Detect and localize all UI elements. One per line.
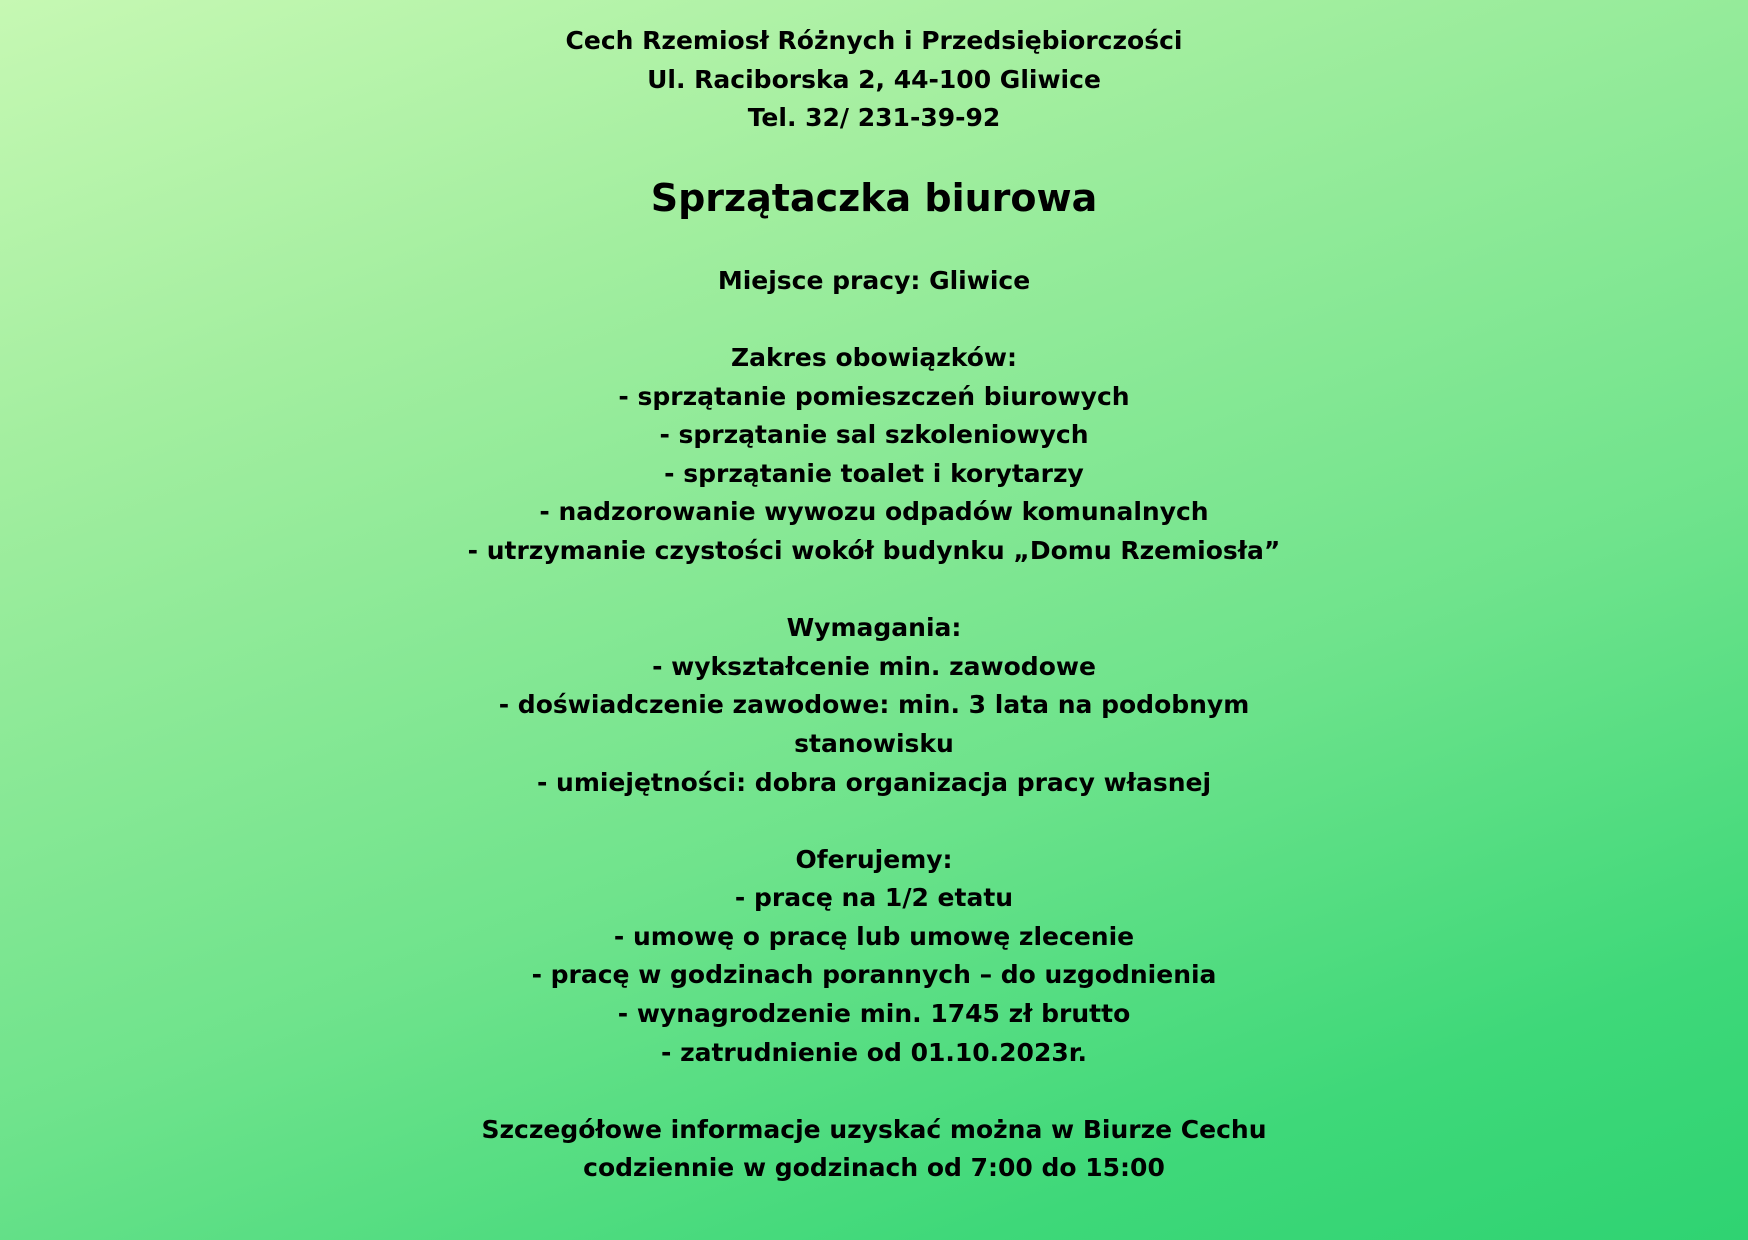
offer-item: - wynagrodzenie min. 1745 zł brutto: [617, 999, 1131, 1029]
organization-header: [0, 22, 1748, 138]
section-spacer: [0, 571, 1748, 610]
section-spacer: [0, 300, 1748, 339]
duty-item: - sprzątanie toalet i korytarzy: [664, 458, 1084, 488]
requirement-item: stanowisku: [794, 728, 954, 758]
contact-hours-line: codziennie w godzinach od 7:00 do 15:00: [583, 1153, 1165, 1183]
offer-section: [0, 841, 1748, 1073]
duty-item: - sprzątanie sal szkoleniowych: [659, 420, 1089, 450]
offer-item: - pracę na 1/2 etatu: [734, 883, 1014, 913]
workplace-line: Miejsce pracy: Gliwice: [717, 265, 1031, 295]
requirements-heading: Wymagania:: [786, 613, 962, 643]
duty-item: - sprzątanie pomieszczeń biurowych: [618, 381, 1130, 411]
duties-heading: Zakres obowiązków:: [730, 342, 1018, 372]
contact-footer: [0, 1111, 1748, 1188]
section-spacer: [0, 1072, 1748, 1111]
duty-item: - utrzymanie czystości wokół budynku „Domu Rzemiosła”: [467, 535, 1281, 565]
organization-phone: Tel. 32/ 231-39-92: [747, 103, 1001, 133]
job-title: Sprzątaczka biurowa: [650, 175, 1098, 220]
organization-name: Cech Rzemiosł Różnych i Przedsiębiorczości: [565, 26, 1183, 55]
offer-item: - umowę o pracę lub umowę zlecenie: [613, 921, 1135, 951]
section-spacer: [0, 802, 1748, 841]
posting-content: [0, 22, 1748, 1188]
requirement-item: - umiejętności: dobra organizacja pracy własnej: [536, 767, 1212, 797]
offer-item: - pracę w godzinach porannych – do uzgodnienia: [531, 960, 1217, 990]
offer-item: - zatrudnienie od 01.10.2023r.: [660, 1037, 1087, 1067]
requirement-item: - doświadczenie zawodowe: min. 3 lata na podobnym: [498, 690, 1250, 720]
duty-item: - nadzorowanie wywozu odpadów komunalnych: [539, 497, 1209, 527]
requirements-section: [0, 609, 1748, 802]
contact-info-line: Szczegółowe informacje uzyskać można w Biurze Cechu: [481, 1114, 1267, 1144]
organization-address: Ul. Raciborska 2, 44-100 Gliwice: [647, 64, 1101, 94]
duties-section: [0, 339, 1748, 571]
offer-heading: Oferujemy:: [795, 844, 953, 874]
requirement-item: - wykształcenie min. zawodowe: [652, 651, 1096, 681]
